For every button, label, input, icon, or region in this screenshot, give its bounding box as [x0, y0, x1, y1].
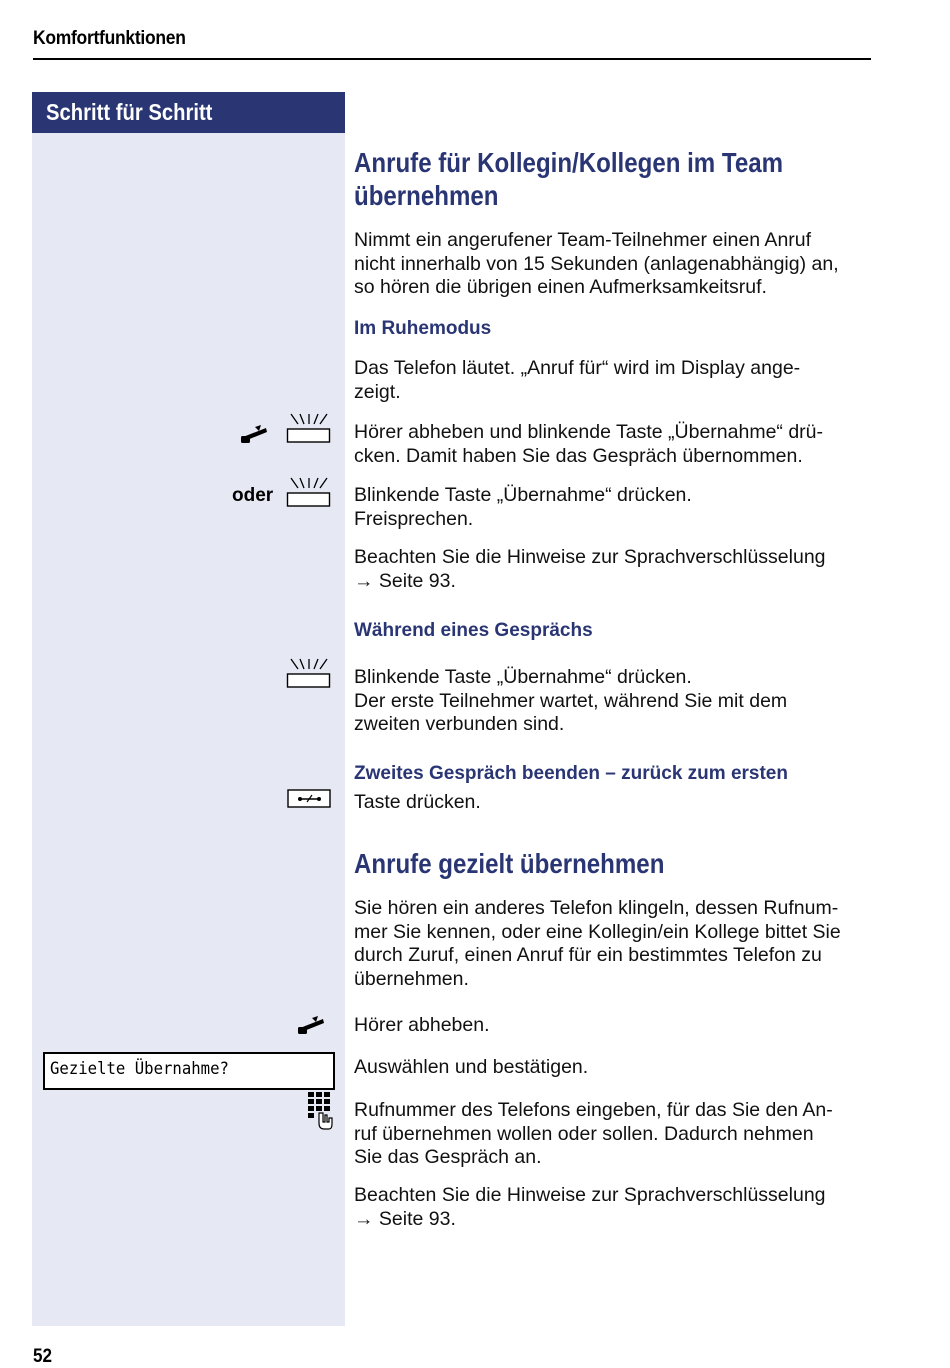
keypad-icon: [306, 1091, 334, 1131]
team-pickup-intro: [354, 229, 874, 300]
blinking-key-icon: [286, 658, 332, 690]
subheading-end-second-call: Zweites Gespräch beenden – zurück zum ersten: [354, 763, 788, 784]
text-line: so hören die übrigen einen Aufmerksamkeitsruf.: [354, 276, 767, 298]
step-column-header: [32, 92, 345, 133]
text-line: Beachten Sie die Hinweise zur Sprachverschlüsselung: [354, 1184, 826, 1206]
text-line: nicht innerhalb von 15 Sekunden (anlagenabhängig) an,: [354, 252, 839, 275]
step-column: [32, 92, 345, 1326]
text-line: Hörer abheben und blinkende Taste „Übernahme“ drü-: [354, 421, 824, 443]
section-title-directed-pickup: Anrufe gezielt übernehmen: [354, 848, 665, 879]
text-line: Sie hören ein anderes Telefon klingeln, dessen Rufnum-: [354, 897, 839, 919]
subheading-idle-mode: Im Ruhemodus: [354, 318, 492, 339]
text-line: cken. Damit haben Sie das Gespräch übernommen.: [354, 444, 803, 467]
text-line: Beachten Sie die Hinweise zur Sprachverschlüsselung: [354, 546, 826, 568]
text-line: Blinkende Taste „Übernahme“ drücken.: [354, 666, 692, 688]
oder-label: oder: [232, 485, 274, 506]
text-line: durch Zuruf, einen Anruf für ein bestimmtes Telefon zu: [354, 944, 822, 966]
idle-mode-text: [354, 357, 874, 404]
page-number: 52: [33, 1346, 53, 1367]
text-line: ruf übernehmen wollen oder sollen. Dadurch nehmen: [354, 1122, 814, 1145]
running-header: Komfortfunktionen: [33, 28, 186, 49]
encryption-note: [354, 546, 874, 593]
step-lift-handset: Hörer abheben.: [354, 1014, 490, 1036]
blinking-key-icon: [286, 477, 332, 509]
handset-lift-icon: [240, 423, 280, 447]
directed-pickup-intro: [354, 897, 874, 991]
step-lift-and-press: [354, 421, 874, 468]
text-line: mer Sie kennen, oder eine Kollegin/ein Kollege bittet Sie: [354, 920, 841, 943]
step-during-call: [354, 666, 874, 737]
text-line: Rufnummer des Telefons eingeben, für das Sie den An-: [354, 1099, 833, 1121]
section-title-line: übernehmen: [354, 180, 499, 211]
text-line: Das Telefon läutet. „Anruf für“ wird im Display ange-: [354, 357, 801, 379]
step-press-handsfree: [354, 484, 874, 531]
step-release-key: Taste drücken.: [354, 791, 481, 813]
display-option-directed-pickup[interactable]: [43, 1052, 335, 1090]
section-title-team-pickup: [354, 146, 783, 212]
text-line: Freisprechen.: [354, 507, 474, 530]
text-line: Nimmt ein angerufener Team-Teilnehmer einen Anruf: [354, 229, 812, 251]
text-line: Sie das Gespräch an.: [354, 1146, 542, 1168]
header-rule: [33, 58, 871, 60]
step-column-title: Schritt für Schritt: [46, 99, 213, 125]
encryption-note: [354, 1184, 874, 1231]
release-key-icon: [287, 789, 332, 809]
page-link[interactable]: → Seite 93.: [354, 1207, 456, 1230]
text-line: übernehmen.: [354, 967, 469, 990]
page-link[interactable]: → Seite 93.: [354, 569, 456, 592]
handset-lift-icon: [297, 1014, 337, 1038]
step-select-confirm: Auswählen und bestätigen.: [354, 1056, 589, 1078]
section-title-line: Anrufe für Kollegin/Kollegen im Team: [354, 147, 784, 178]
blinking-key-icon: [286, 413, 332, 445]
text-line: Blinkende Taste „Übernahme“ drücken.: [354, 484, 692, 506]
subheading-during-call: Während eines Gesprächs: [354, 620, 593, 641]
text-line: zeigt.: [354, 380, 401, 403]
text-line: zweiten verbunden sind.: [354, 713, 565, 735]
text-line: Der erste Teilnehmer wartet, während Sie mit dem: [354, 689, 788, 712]
display-option-label: Gezielte Übernahme?: [50, 1059, 229, 1079]
step-enter-number: [354, 1099, 874, 1170]
